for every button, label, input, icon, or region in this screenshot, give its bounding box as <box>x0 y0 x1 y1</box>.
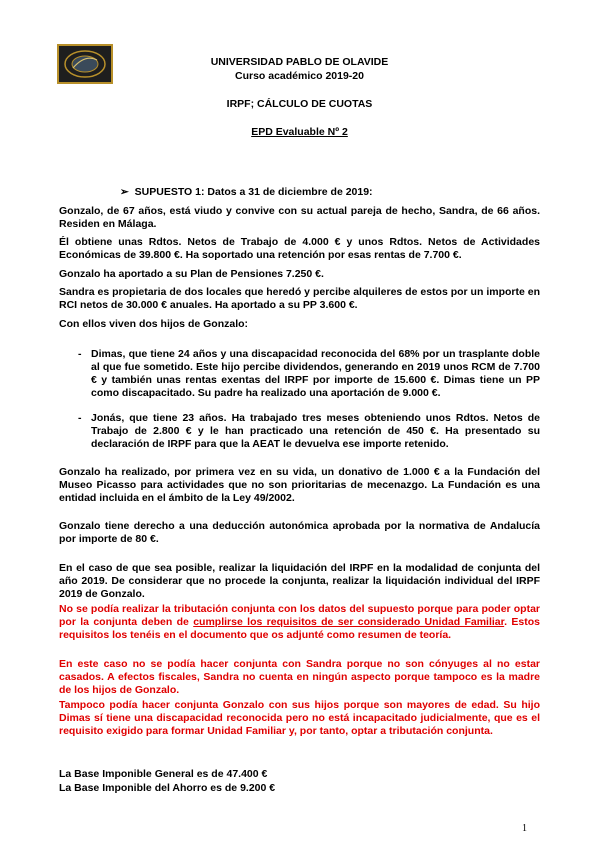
page-number: 1 <box>522 823 527 834</box>
subject-title: IRPF; CÁLCULO DE CUOTAS <box>226 98 373 110</box>
paragraph-7: Gonzalo tiene derecho a una deducción autonómica aprobada por la normativa de Andalucía por importe de 80 €. <box>59 520 540 545</box>
epd-title: EPD Evaluable Nº 2 <box>251 126 348 138</box>
university-title: UNIVERSIDAD PABLO DE OLAVIDE <box>210 56 389 68</box>
paragraph-3: Gonzalo ha aportado a su Plan de Pensiones 7.250 €. <box>59 268 324 280</box>
paragraph-4: Sandra es propietaria de dos locales que heredó y percibe alquileres de estos por un importe en RCI netos de 30.000 € anuales. Ha aportado a su PP 3.600 €. <box>59 286 540 311</box>
paragraph-5: Con ellos viven dos hijos de Gonzalo: <box>59 318 249 330</box>
answer-paragraph-1: No se podía realizar la tributación conjunta con los datos del supuesto porque para poder optar por la conjunta deben de cumplirse los requisitos de ser considerado Unidad Familiar. Estos requisitos los tenéis en el documento que os adjunté como resumen de teoría. <box>59 603 540 641</box>
paragraph-8: En el caso de que sea posible, realizar la liquidación del IRPF en la modalidad de conjunta del año 2019. De considerar que no procede la conjunta, realizar la liquidación individual del IRPF 2019 de Gonzalo. <box>59 562 540 600</box>
list-item-jonas: - Jonás, que tiene 23 años. Ha trabajado tres meses obteniendo unos Rdtos. Netos de Trabajo de 2.800 € y le han practicado una retención de 450 €. Ha presentado su declaración de IRPF para que la AEAT le devuelva ese importe retenido. <box>78 412 540 450</box>
base-imponible-general: La Base Imponible General es de 47.400 € <box>59 768 268 780</box>
answer-paragraph-3: Tampoco podía hacer conjunta Gonzalo con sus hijos porque son mayores de edad. Su hijo Dimas sí tiene una discapacidad reconocida pero no está incapacitado judicialmente, que es el requisito exigido para formar Unidad Familiar y, por tanto, optar a tributación conjunta. <box>59 699 540 737</box>
answer-paragraph-2: En este caso no se podía hacer conjunta con Sandra porque no son cónyuges al no estar casados. A efectos fiscales, Sandra no cuenta en ningún aspecto porque tampoco es la madre de los hijos de Gonzalo. <box>59 658 540 696</box>
dash-marker: - <box>78 348 82 360</box>
base-imponible-ahorro: La Base Imponible del Ahorro es de 9.200 € <box>59 782 276 794</box>
paragraph-6: Gonzalo ha realizado, por primera vez en su vida, un donativo de 1.000 € a la Fundación del Museo Picasso para actividades que no son prioritarias de mecenazgo. La Fundación es una entidad incluida en el ámbito de la Ley 49/2002. <box>59 466 540 504</box>
case-heading: ➢ SUPUESTO 1: Datos a 31 de diciembre de 2019: <box>120 186 373 198</box>
paragraph-2: Él obtiene unas Rdtos. Netos de Trabajo de 4.000 € y unos Rdtos. Netos de Actividades Económicas de 39.800 €. Ha soportado una retención por esas rentas de 7.700 €. <box>59 236 540 261</box>
course-year: Curso académico 2019-20 <box>235 70 364 82</box>
paragraph-1: Gonzalo, de 67 años, está viudo y convive con su actual pareja de hecho, Sandra, de 66 años. Residen en Málaga. <box>59 205 540 230</box>
dash-marker: - <box>78 412 82 424</box>
list-item-dimas: - Dimas, que tiene 24 años y una discapacidad reconocida del 68% por un trasplante doble al que fue sometido. Este hijo percibe dividendos, generando en 2019 unos RCM de 7.700 € y también unas rentas exentas del IRPF por importe de 15.600 €. Dimas tiene un PP como discapacitado. Su padre ha realizado una aportación de 9.000 €. <box>78 348 540 399</box>
arrow-bullet-icon: ➢ <box>120 186 129 198</box>
